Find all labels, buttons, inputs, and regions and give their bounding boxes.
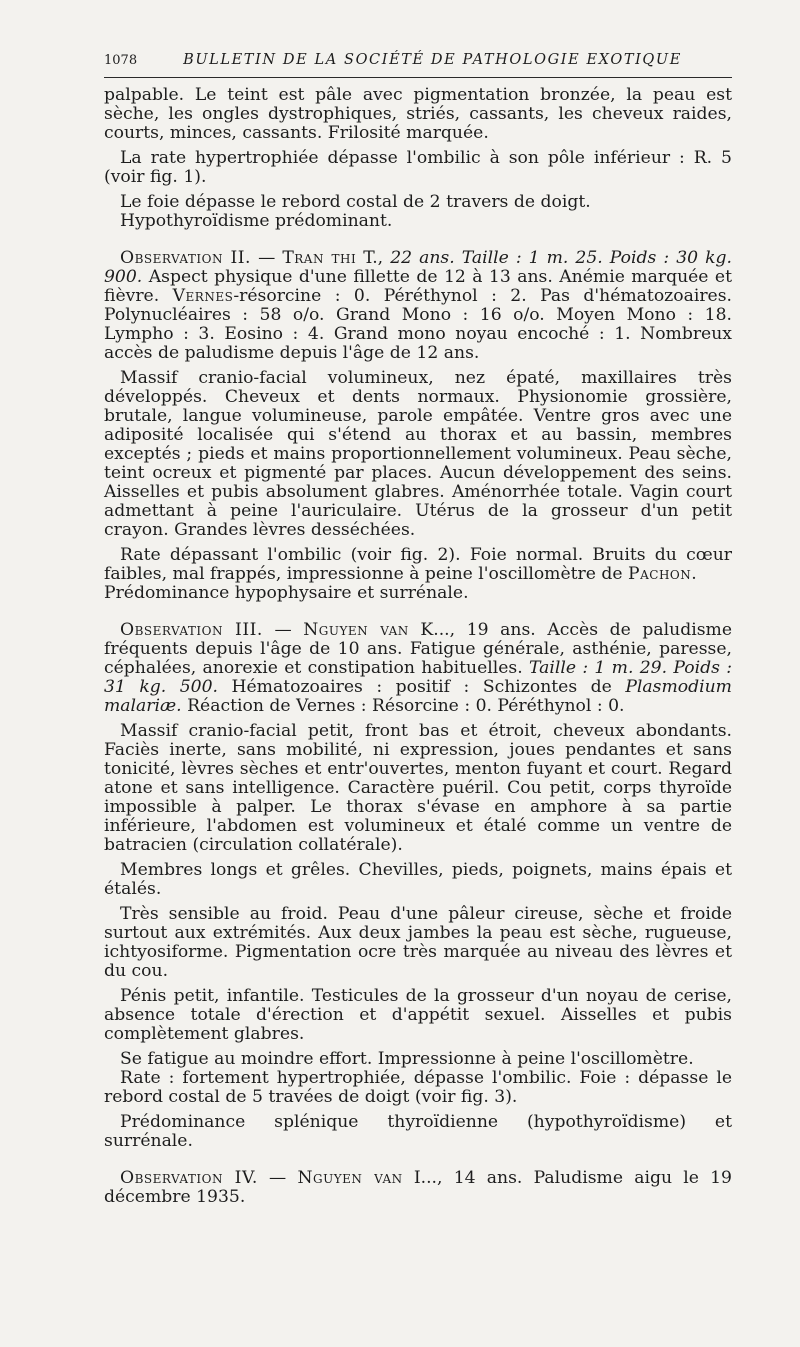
pachon-name: Pachon <box>628 564 692 584</box>
patient-name-rest: T., <box>356 248 391 268</box>
observation-label: Observation IV. <box>120 1168 258 1188</box>
observation-label: Observation III. <box>120 620 263 640</box>
patient-name: Tran thi <box>282 248 357 268</box>
patient-name: Nguyen van <box>297 1168 403 1188</box>
text: Aspect physique d'une fillette de 12 à 13 ans. Anémie marquée et fièvre. <box>104 267 732 306</box>
page-number: 1078 <box>104 53 138 68</box>
paragraph: palpable. Le teint est pâle avec pigmentation bronzée, la peau est sèche, les ongles dystrophiques, striés, cassants, les cheveux raides, courts, minces, cassants. Frilosité marquée. <box>104 85 732 143</box>
text: . <box>691 564 697 584</box>
paragraph: La rate hypertrophiée dépasse l'ombilic à son pôle inférieur : R. 5 (voir fig. 1). <box>104 148 732 187</box>
running-title: BULLETIN DE LA SOCIÉTÉ DE PATHOLOGIE EXOTIQUE <box>183 52 682 68</box>
paragraph: Prédominance hypophysaire et surrénale. <box>104 583 469 603</box>
text: 19 ans. Accès de paludisme fréquents depuis l'âge de 10 ans. Fatigue générale, asthénie, paresse, céphalées, anorexie et constipation habituelles. <box>104 620 732 678</box>
text: 14 ans. Paludisme aigu le 19 décembre 1935. <box>104 1168 732 1207</box>
page-header <box>104 52 732 78</box>
paragraph: Le foie dépasse le rebord costal de 2 travers de doigt. <box>120 192 591 212</box>
dash: — <box>251 248 283 268</box>
observation-label: Observation II. <box>120 248 252 268</box>
dash: — <box>262 620 304 640</box>
patient-details: Taille : 1 m. 29. Poids : 31 kg. 500. <box>104 658 732 697</box>
paragraph-rate <box>104 546 732 584</box>
body-text <box>104 86 732 1207</box>
patient-name: Nguyen van <box>303 620 409 640</box>
paragraph: Très sensible au froid. Peau d'une pâleur cireuse, sèche et froide surtout aux extrémités. Aux deux jambes la peau est sèche, rugueuse, ichtyosiforme. Pigmentation ocre très marquée au niveau des lèvres et du cou. <box>104 904 732 981</box>
vernes-name: Vernes <box>172 286 234 306</box>
patient-name-rest: I..., <box>402 1168 454 1188</box>
paragraph: Massif cranio-facial petit, front bas et étroit, cheveux abondants. Faciès inerte, sans mobilité, ni expression, joues pendantes et sans tonicité, lèvres sèches et entr'ouvertes, menton fuyant et court. Regard atone et sans intelligence. Caractère puéril. Cou petit, corps thyroïde impossible à palper. Le thorax s'évase en amphore à sa partie inférieure, l'abdomen est volumineux et étalé comme un ventre de batracien (circulation collatérale). <box>104 721 732 855</box>
text: -résorcine : 0. Péréthynol : 2. Pas d'hématozoaires. Polynucléaires : 58 o/o. Grand Mono : 16 o/o. Moyen Mono : 18. Lympho : 3. Eosino : 4. Grand mono noyau encoché : 1. Nombreux accès de paludisme depuis l'âge de 12 ans. <box>104 286 732 363</box>
text: Rate dépassant l'ombilic (voir fig. 2). Foie normal. Bruits du cœur faibles, mal frappés, impressionne à peine l'oscillomètre de <box>104 545 732 584</box>
patient-details: 22 ans. Taille : 1 m. 25. Poids : 30 kg. 900. <box>104 248 732 287</box>
paragraph: Se fatigue au moindre effort. Impressionne à peine l'oscillomètre. <box>120 1049 694 1069</box>
paragraph: Pénis petit, infantile. Testicules de la grosseur d'un noyau de cerise, absence totale d'érection et d'appétit sexuel. Aisselles et pubis complètement glabres. <box>104 986 732 1044</box>
patient-name-rest: K..., <box>408 620 467 640</box>
observation-2-intro <box>104 249 732 363</box>
dash: — <box>257 1168 298 1188</box>
text: Réaction de Vernes : Résorcine : 0. Péréthynol : 0. <box>181 696 625 716</box>
paragraph: Hypothyroïdisme prédominant. <box>120 211 393 231</box>
paragraph: Membres longs et grêles. Chevilles, pieds, poignets, mains épais et étalés. <box>104 860 732 899</box>
paragraph: Massif cranio-facial volumineux, nez épaté, maxillaires très développés. Cheveux et dents normaux. Physionomie grossière, brutale, langue volumineuse, parole empâtée. Ventre gros avec une adiposité localisée qui s'étend au thorax et au bassin, membres exceptés ; pieds et mains proportionnellement volumineux. Peau sèche, teint ocreux et pigmenté par places. Aucun développement des seins. Aisselles et pubis absolument glabres. Aménorrhée totale. Vagin court admettant à peine l'auriculaire. Utérus de la grosseur d'un petit crayon. Grandes lèvres desséchées. <box>104 368 732 540</box>
observation-3-intro <box>104 621 732 716</box>
text: Hématozoaires : positif : Schizontes de <box>218 677 626 697</box>
paragraph: Prédominance splénique thyroïdienne (hypothyroïdisme) et surrénale. <box>104 1112 732 1151</box>
observation-4-intro <box>104 1169 732 1207</box>
species-name: Plasmodium malariæ. <box>104 677 732 716</box>
paragraph: Rate : fortement hypertrophiée, dépasse l'ombilic. Foie : dépasse le rebord costal de 5 travées de doigt (voir fig. 3). <box>104 1068 732 1107</box>
